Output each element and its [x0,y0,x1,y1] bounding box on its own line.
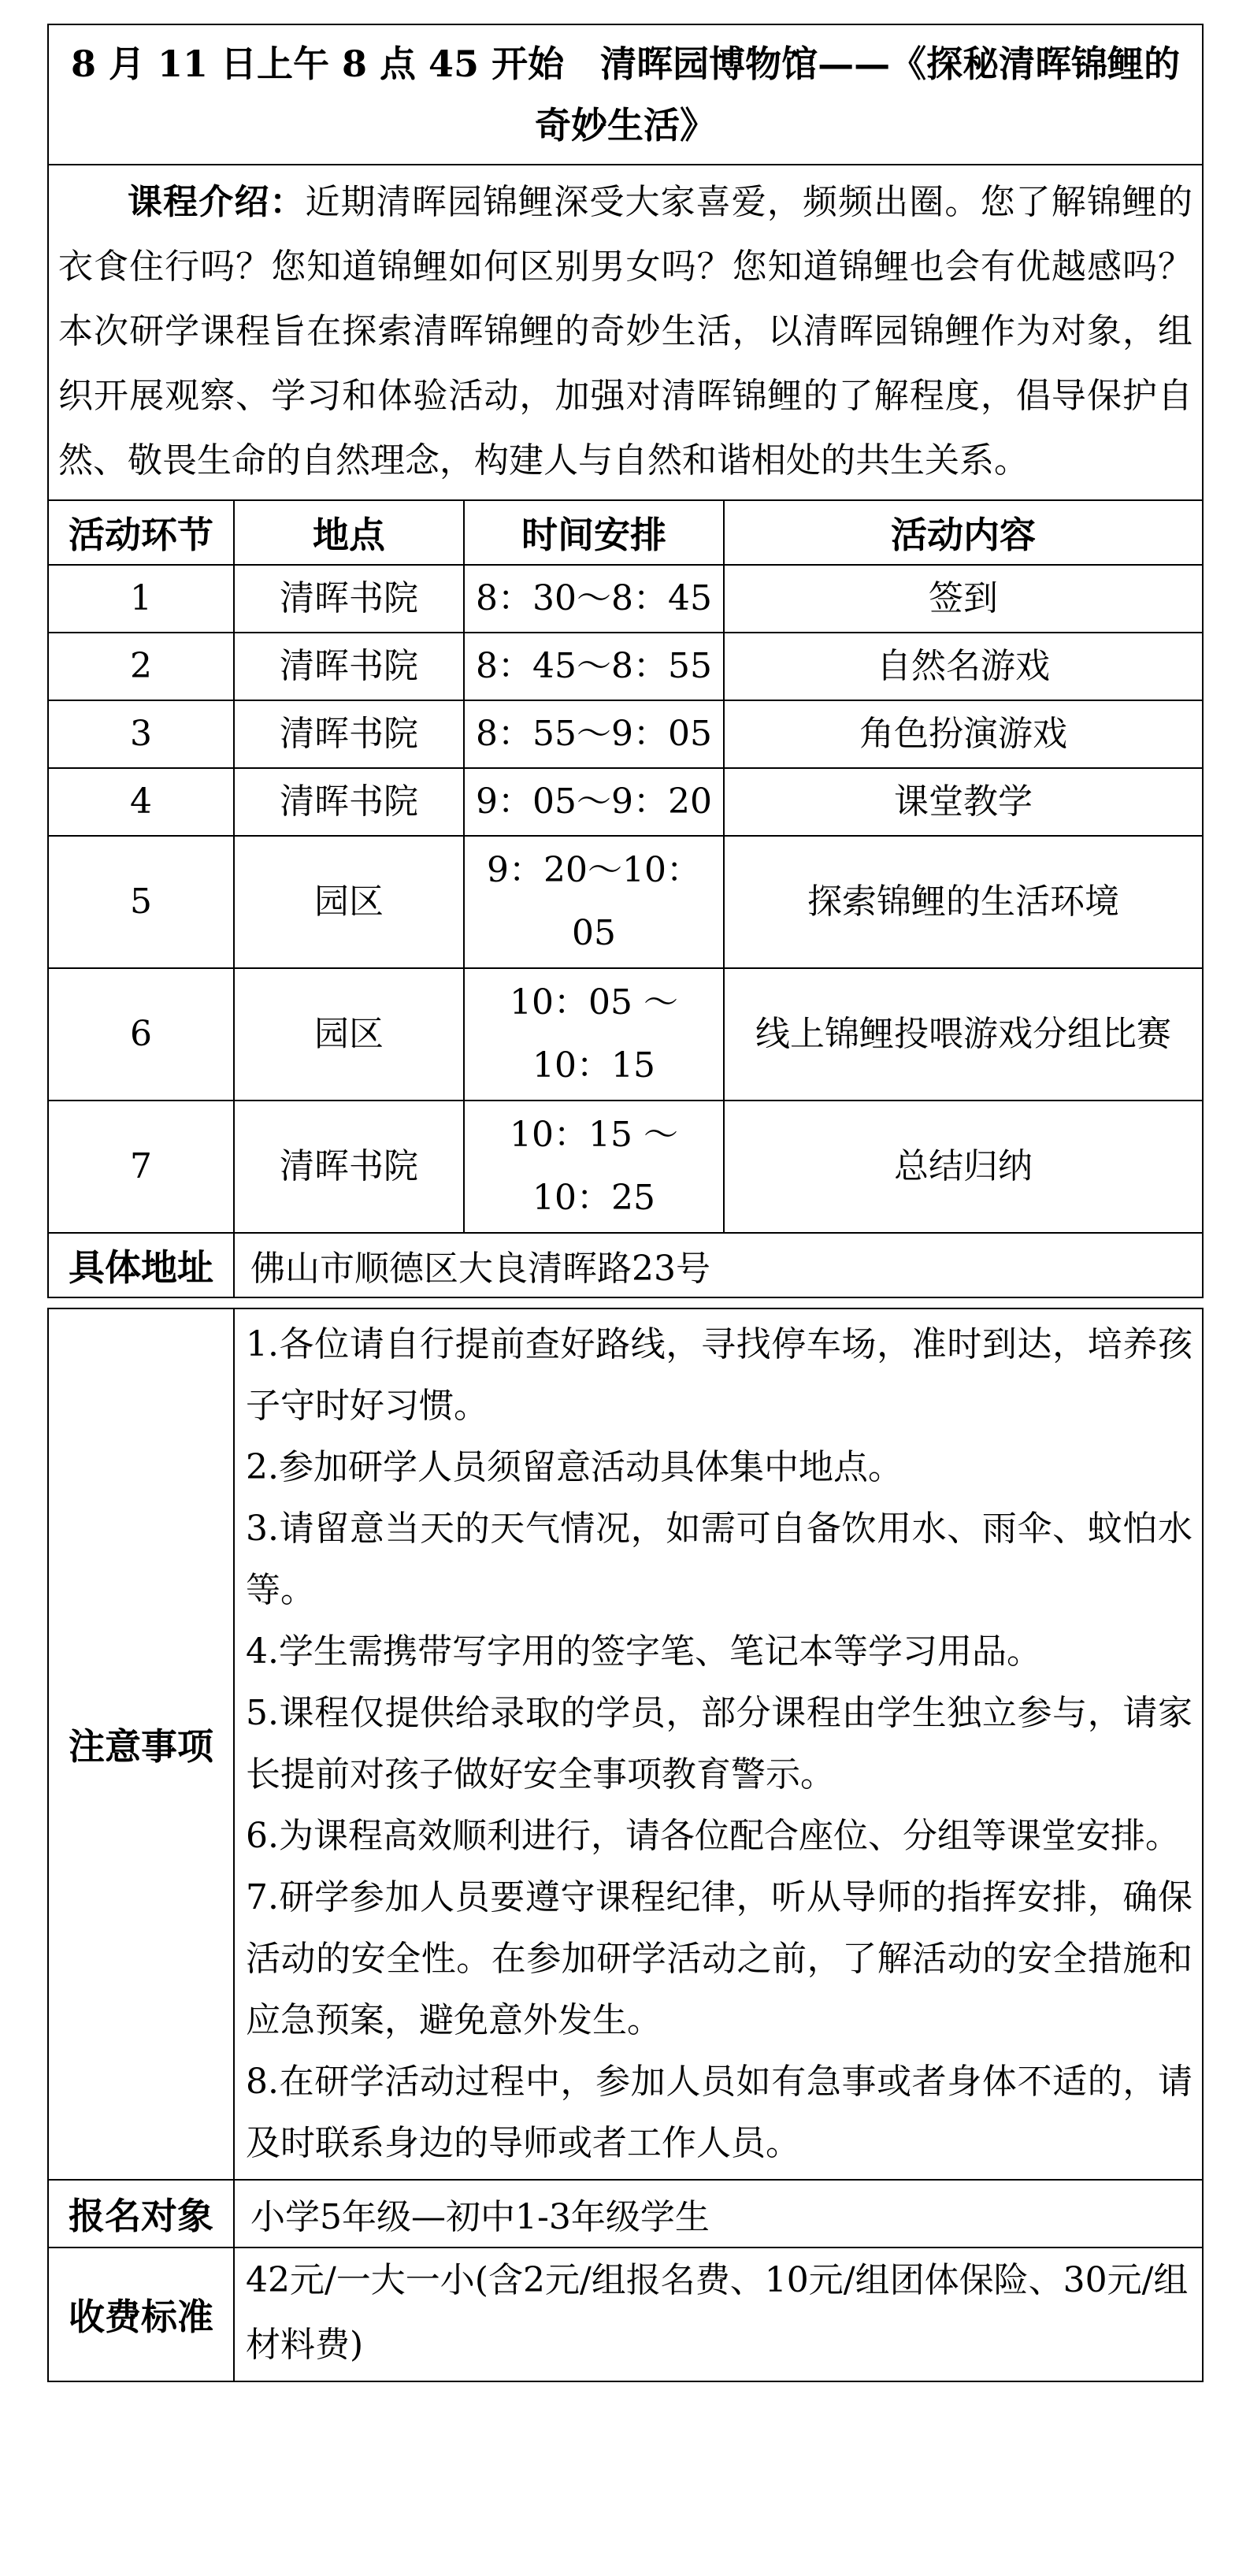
note-item: 4.学生需携带写字用的签字笔、笔记本等学习用品。 [246,1631,1041,1672]
place-cell: 清晖书院 [234,633,464,700]
content-cell: 线上锦鲤投喂游戏分组比赛 [724,968,1203,1101]
course-title: 8 月 11 日上午 8 点 45 开始 清晖园博物馆——《探秘清晖锦鲤的奇妙生活》 [48,24,1203,165]
time-cell: 9：05～9：20 [464,768,724,836]
content-cell: 课堂教学 [724,768,1203,836]
note-item: 5.课程仅提供给录取的学员，部分课程由学生独立参与，请家长提前对孩子做好安全事项教育警示。 [246,1693,1193,1795]
table-row [48,1101,1203,1233]
content-cell: 总结归纳 [724,1101,1203,1233]
place-cell: 园区 [234,968,464,1101]
content-cell: 角色扮演游戏 [724,700,1203,768]
note-item: 2.参加研学人员须留意活动具体集中地点。 [246,1447,903,1487]
header-step: 活动环节 [48,500,234,565]
time-cell: 8：45～8：55 [464,633,724,700]
header-content: 活动内容 [724,500,1203,565]
intro-text: 近期清晖园锦鲤深受大家喜爱，频频出圈。您了解锦鲤的衣食住行吗？您知道锦鲤如何区别男女吗？您知道锦鲤也会有优越感吗？本次研学课程旨在探索清晖锦鲤的奇妙生活，以清晖园锦鲤作为对象，组织开展观察、学习和体验活动，加强对清晖锦鲤的了解程度，倡导保护自然、敬畏生命的自然理念，构建人与自然和谐相处的共生关系。 [58,182,1193,481]
course-table [47,24,1204,1298]
note-item: 7.研学参加人员要遵守课程纪律，听从导师的指挥安排，确保活动的安全性。在参加研学活动之前，了解活动的安全措施和应急预案，避免意外发生。 [246,1877,1193,2040]
header-time: 时间安排 [464,500,724,565]
table-row [48,700,1203,768]
notes-row [48,1308,1203,2180]
fee-row [48,2248,1203,2381]
notes-list [234,1308,1203,2180]
time-cell: 9：20～10：05 [464,836,724,968]
note-item: 6.为课程高效顺利进行，请各位配合座位、分组等课堂安排。 [246,1816,1180,1856]
note-item: 1.各位请自行提前查好路线，寻找停车场，准时到达，培养孩子守时好习惯。 [246,1324,1193,1426]
note-item: 3.请留意当天的天气情况，如需可自备饮用水、雨伞、蚊怕水等。 [246,1509,1193,1610]
header-place: 地点 [234,500,464,565]
table-row [48,768,1203,836]
time-cell: 8：55～9：05 [464,700,724,768]
place-cell: 清晖书院 [234,768,464,836]
address-row [48,1233,1203,1297]
target-row [48,2180,1203,2248]
address-value: 佛山市顺德区大良清晖路23号 [234,1233,1203,1297]
target-label: 报名对象 [48,2180,234,2248]
time-cell: 10：05 ～10：15 [464,968,724,1101]
course-intro [48,165,1203,500]
content-cell: 探索锦鲤的生活环境 [724,836,1203,968]
notes-label: 注意事项 [48,1308,234,2180]
document-page [47,0,1202,2382]
step-cell: 2 [48,633,234,700]
table-row [48,836,1203,968]
step-cell: 7 [48,1101,234,1233]
step-cell: 1 [48,565,234,633]
intro-label: 课程介绍： [128,182,306,222]
step-cell: 3 [48,700,234,768]
table-row [48,565,1203,633]
fee-value: 42元/一大一小(含2元/组报名费、10元/组团体保险、30元/组材料费) [234,2248,1203,2381]
place-cell: 园区 [234,836,464,968]
address-label: 具体地址 [48,1233,234,1297]
fee-label: 收费标准 [48,2248,234,2381]
time-cell: 8：30～8：45 [464,565,724,633]
info-table [47,1308,1204,2382]
schedule-header-row [48,500,1203,565]
place-cell: 清晖书院 [234,700,464,768]
step-cell: 5 [48,836,234,968]
time-cell: 10：15 ～10：25 [464,1101,724,1233]
note-item: 8.在研学活动过程中，参加人员如有急事或者身体不适的，请及时联系身边的导师或者工作人员。 [246,2062,1193,2163]
place-cell: 清晖书院 [234,565,464,633]
content-cell: 自然名游戏 [724,633,1203,700]
content-cell: 签到 [724,565,1203,633]
target-value: 小学5年级—初中1-3年级学生 [234,2180,1203,2248]
table-row [48,968,1203,1101]
table-row [48,633,1203,700]
step-cell: 4 [48,768,234,836]
step-cell: 6 [48,968,234,1101]
place-cell: 清晖书院 [234,1101,464,1233]
